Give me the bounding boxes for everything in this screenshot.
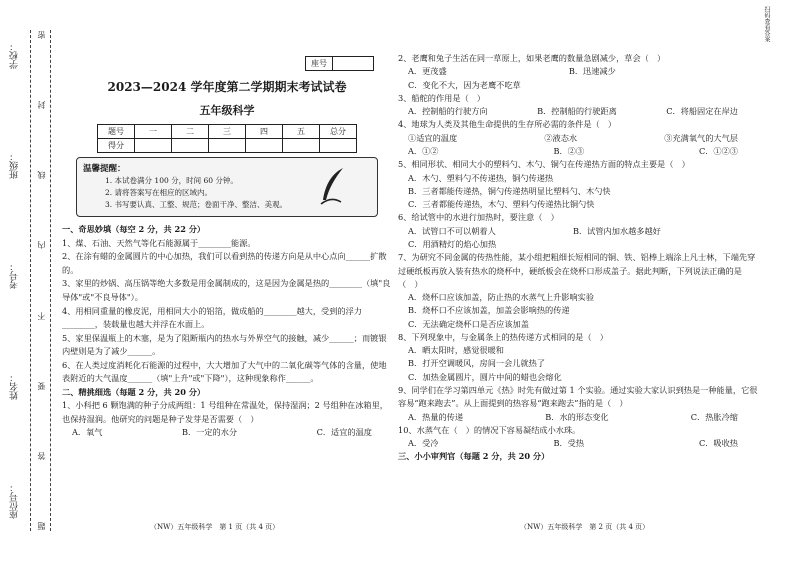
page-1-footer: （NW）五年级科学 第 1 页（共 4 页） xyxy=(150,523,280,531)
seat-number-label: 座位号： xyxy=(10,483,20,520)
choice-question-6: 6、给试管中的水进行加热时，要注意（ ） xyxy=(398,212,559,223)
choice-question-5: 5、相同形状、相同大小的塑料勺、木勺、铜勺在传递热方面的特点主要是（ ） xyxy=(398,159,690,170)
name-label: 姓名： xyxy=(10,372,20,400)
exam-number-label: 考号： xyxy=(10,262,20,290)
question-4: 4、用相同重量的橡皮泥，用相同大小的铝箔，做成船的________越大，受到的浮力________，装载量也越大并浮在水面上。 xyxy=(62,305,362,330)
question-2: 2、在涂有蜡的金属圆片的中心加热，我们可以看到热的传递方向是从中心点向______扩散的。 xyxy=(62,251,387,275)
exam-title: 2023—2024 学年度第二学期期末考试试卷 xyxy=(107,80,347,94)
right-page: 2、老鹰和兔子生活在同一草原上，如果老鹰的数量急剧减少，草会（ ） A．更茂盛 B．迅速减少 C．变化不大，因为老鹰不吃草 3、船舵的作用是（ ） A．控制船的行驶方向 B．控制船的行驶距离 C．将船固定在岸边 4、地球为人类及其他生命提供的生存所必需的条件是（ ） ①适宜的温度 ②液态水 ③充满氧气的大气层 A．①② B．②③ C．①②③ 5、相同形状、相同大小的塑料勺、木勺、铜勺在传递热方面的特点主要是（ ） A．木勺、塑料勺不传递热，铜勺传递热 B．三者都能传递热，铜勺传递热明显比塑料勺、木勺快 C．三者都能传递热，木勺、塑料勺传递热比铜勺快 6、给试管中的水进行加热时，要注意（ ） A．试管口不可以朝着人 B．试管内加水越多越好 C．用酒精灯的焰心加热 7、为研究不同金属的传热性能，某小组把粗细长短相同的铜、铁、铝棒上端涂上凡士林，下端先穿过硬纸板再放入装有热水的烧杯中，硬纸板会在烧杯口形成盖子。据此判断，下列说法正确的是（ ） A．烧杯口应该加盖，防止热的水蒸气上升影响实验 B．烧杯口不应该加盖，加盖会影响热的传递 C．无法确定烧杯口是否应该加盖 8、下列现象中，与金属条上的热传递方式相同的是（ ） A．晒太阳时，感觉很暖和 B．打开空调暖风，房间一会儿就热了 C．加热金属圆片，圆片中间的蜡也会熔化 9、同学们在学习第四单元《热》时先有做过第 1 个实验。通过实验大家认识到热是一种能量，它很容易“跑来跑去”。从上面提到的热容易“跑来跑去”指的是（ ） A．热量的传递 B．水的形态变化 C．热胀冷缩 10、水蒸气在（ ）的情况下容易凝结成小水珠。 A．受冷 B．受热 C．吸收热 三、小小审判官（每题 2 分，共 20 分） xyxy=(398,52,758,464)
school-label: 学校： xyxy=(10,41,20,69)
left-page xyxy=(62,52,392,440)
seat-label: 座号 xyxy=(305,56,333,71)
choice-question-2: 2、老鹰和兔子生活在同一草原上，如果老鹰的数量急剧减少，草会（ ） xyxy=(398,53,666,63)
question-6: 6、在人类过度消耗化石能源的过程中，大大增加了大气中的二氧化碳等气体的含量，使地表附近的大气温度______（填"上升"或"下降"），这种现象称作______。 xyxy=(62,359,387,384)
section-1-title: 一、奇思妙填（每空 2 分，共 22 分） xyxy=(62,224,206,235)
class-label: 班级： xyxy=(10,152,20,180)
choice-question-1-options: A．氧气 B．一定的水分 C．适宜的温度 xyxy=(72,427,372,438)
choice-question-4: 4、地球为人类及其他生命提供的生存所必需的条件是（ ） xyxy=(398,119,617,130)
seal-line xyxy=(30,30,31,531)
seal-line-inner xyxy=(50,30,51,531)
question-3: 3、家里的炒锅、高压锅等绝大多数是用金属制成的，这是因为金属是热的________（填"良导体"或"不良导体"）。 xyxy=(62,278,391,302)
choice-question-10: 10、水蒸气在（ ）的情况下容易凝结成小水珠。 xyxy=(398,424,581,435)
choice-question-9: 9、同学们在学习第四单元《热》时先有做过第 1 个实验。通过实验大家认识到热是一种能量，它很容易“跑来跑去”。从上面提到的热容易“跑来跑去”指的是（ ） xyxy=(398,385,758,409)
qr-code[interactable] xyxy=(762,6,788,64)
qr-caption: 扫码查看答案 xyxy=(763,6,770,42)
tips-box: 温馨提醒： 1. 本试卷满分 100 分，时间 60 分钟。 2. 请将答案写在相应的区域内。 3. 书写要认真、工整、规范；卷面干净、整洁、美观。 xyxy=(76,157,378,217)
question-1: 1、煤、石油、天然气等化石能源属于________能源。 xyxy=(62,237,256,248)
choice-question-1: 1、小科把 6 颗饱满的种子分成两组：1 号组种在常温处，保持湿润；2 号组种在冰箱里，也保持湿润。他研究的问题是种子发芽是否需要（ ） xyxy=(62,400,388,424)
quill-pen-icon xyxy=(317,166,347,206)
question-5: 5、家里保温瓶上的木塞，是为了阻断瓶内的热水与外界空气的接触，减少______；而镀银内壁则是为了减少______。 xyxy=(62,332,387,357)
choice-question-3: 3、船舵的作用是（ ） xyxy=(398,92,486,103)
page-2-footer: （NW）五年级科学 第 2 页（共 4 页） xyxy=(520,523,650,531)
section-2-title: 二、精挑细选（每题 2 分，共 20 分） xyxy=(62,386,206,397)
student-info-column xyxy=(8,0,21,561)
binding-margin xyxy=(0,0,58,561)
section-3-title: 三、小小审判官（每题 2 分，共 20 分） xyxy=(398,451,550,462)
seal-warning: 密 封 线 内 不 要 答 题 xyxy=(37,31,46,530)
choice-question-8: 8、下列现象中，与金属条上的热传递方式相同的是（ ） xyxy=(398,331,608,342)
score-table: 题号 一 二 三 四 五 总分 得分 xyxy=(97,124,357,153)
choice-question-7: 7、为研究不同金属的传热性能，某小组把粗细长短相同的铜、铁、铝棒上端涂上凡士林，下端先穿过硬纸板再放入装有热水的烧杯中，硬纸板会在烧杯口形成盖子。据此判断，下列说法正确的是（ ） xyxy=(398,252,756,289)
exam-subtitle: 五年级科学 xyxy=(199,103,255,117)
tips-title: 温馨提醒： xyxy=(83,164,126,175)
